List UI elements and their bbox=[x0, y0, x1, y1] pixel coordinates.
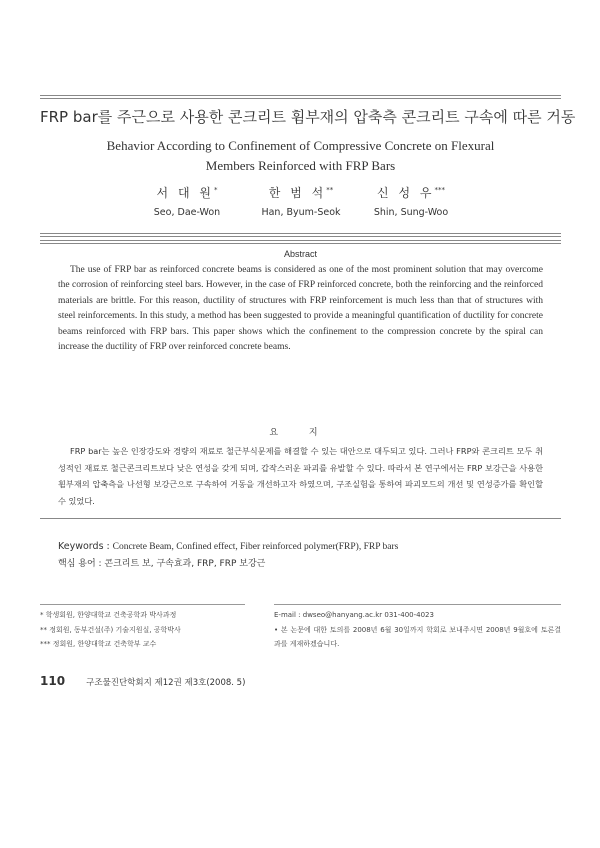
footnote-rule-left bbox=[40, 604, 245, 605]
keywords bbox=[58, 538, 398, 573]
footnote-rule-right bbox=[274, 604, 561, 605]
author-3-name-en: Shin, Sung-Woo bbox=[373, 207, 449, 218]
abstract-heading: Abstract bbox=[283, 249, 317, 259]
footnote-discussion: • 본 논문에 대한 토의를 2008년 6월 30일까지 학회로 보내주시면 2008년 9월호에 토론결과를 게재하겠습니다. bbox=[274, 625, 561, 648]
page-number: 110 bbox=[40, 674, 66, 688]
author-1-mark: * bbox=[213, 186, 218, 194]
footnote-author-1: * 학생회원, 한양대학교 건축공학과 박사과정 bbox=[40, 611, 177, 619]
footnotes-left bbox=[40, 608, 245, 652]
keywords-korean-label: 핵심 용어 : bbox=[58, 559, 102, 569]
title-english-line-2: Members Reinforced with FRP Bars bbox=[205, 158, 396, 173]
footnotes-right bbox=[274, 608, 561, 652]
abstract-box bbox=[40, 240, 561, 521]
abstract-bottom-rule bbox=[40, 518, 561, 519]
footnote-author-3: *** 정회원, 한양대학교 건축학부 교수 bbox=[40, 640, 157, 648]
author-1-name-en: Seo, Dae-Won bbox=[153, 207, 221, 218]
footnote-contact: E-mail : dwseo@hanyang.ac.kr 031-400-4023 bbox=[274, 611, 434, 619]
title-korean: FRP bar를 주근으로 사용한 콘크리트 휨부재의 압축측 콘크리트 구속에 따른 거동 bbox=[40, 108, 576, 126]
journal-citation: 구조물진단학회지 제12권 제3호(2008. 5) bbox=[86, 678, 246, 688]
keywords-english bbox=[58, 538, 398, 556]
author-2-mark: ** bbox=[326, 186, 334, 194]
keywords-english-value: Concrete Beam, Confined effect, Fiber reinforced polymer(FRP), FRP bars bbox=[112, 542, 399, 552]
korean-summary-text: FRP bar는 높은 인장강도와 경량의 재료로 철근부식문제를 해결할 수 있는 대안으로 대두되고 있다. 그러나 FRP와 콘크리트 모두 취성적인 재료로 철근콘크리트보다 낮은 연성을 갖게 되며, 갑작스러운 파괴를 유발할 수 있다. 따라서 본 연구에서는 FRP 보강근을 사용한 휨부재의 압축측을 나선형 보강근으로 구속하여 거동을 개선하고자 하였으며, 구조실험을 통하여 파괴모드의 개선 및 연성증가를 확인할 수 있었다. bbox=[58, 446, 543, 506]
author-1-name-ko: 서 대 원 bbox=[156, 186, 214, 200]
authors bbox=[40, 184, 561, 224]
author-1 bbox=[122, 184, 252, 218]
author-3-name-ko: 신 성 우 bbox=[377, 186, 435, 200]
title-box bbox=[40, 95, 576, 237]
korean-summary-heading: 요 지 bbox=[269, 428, 332, 438]
title-english bbox=[70, 136, 531, 176]
title-english-line-1: Behavior According to Confinement of Compressive Concrete on Flexural bbox=[106, 138, 495, 153]
page-footer bbox=[40, 670, 245, 689]
keywords-english-label: Keywords : bbox=[58, 541, 110, 552]
author-2-name-en: Han, Byum-Seok bbox=[261, 207, 341, 218]
keywords-korean bbox=[58, 556, 398, 573]
footnote-author-2: ** 정회원, 동부건설(주) 기술지원실, 공학박사 bbox=[40, 625, 181, 634]
author-2-name-ko: 한 범 석 bbox=[268, 186, 327, 200]
author-3-mark: *** bbox=[434, 186, 445, 194]
author-3 bbox=[346, 184, 476, 218]
abstract-text: The use of FRP bar as reinforced concrete beams is considered as one of the most prominent solution that may overcome the corrosion of reinforcing steel bars. However, in the case of FRP reinforced concrete, both the reinforcing and the reinforced materials are brittle. For this reason, ductility of structures with FRP reinforcement is much less than that of structures with steel reinforcements. In this study, a method has been suggested to provide a meaningful quantification of ductility for concrete beams reinforced with FRP bars. This paper shows which the confinement to the compression concrete by the spiral can increase the ductility of FRP over reinforced concrete beams. bbox=[58, 265, 543, 353]
keywords-korean-value: 콘크리트 보, 구속효과, FRP, FRP 보강근 bbox=[104, 559, 266, 569]
